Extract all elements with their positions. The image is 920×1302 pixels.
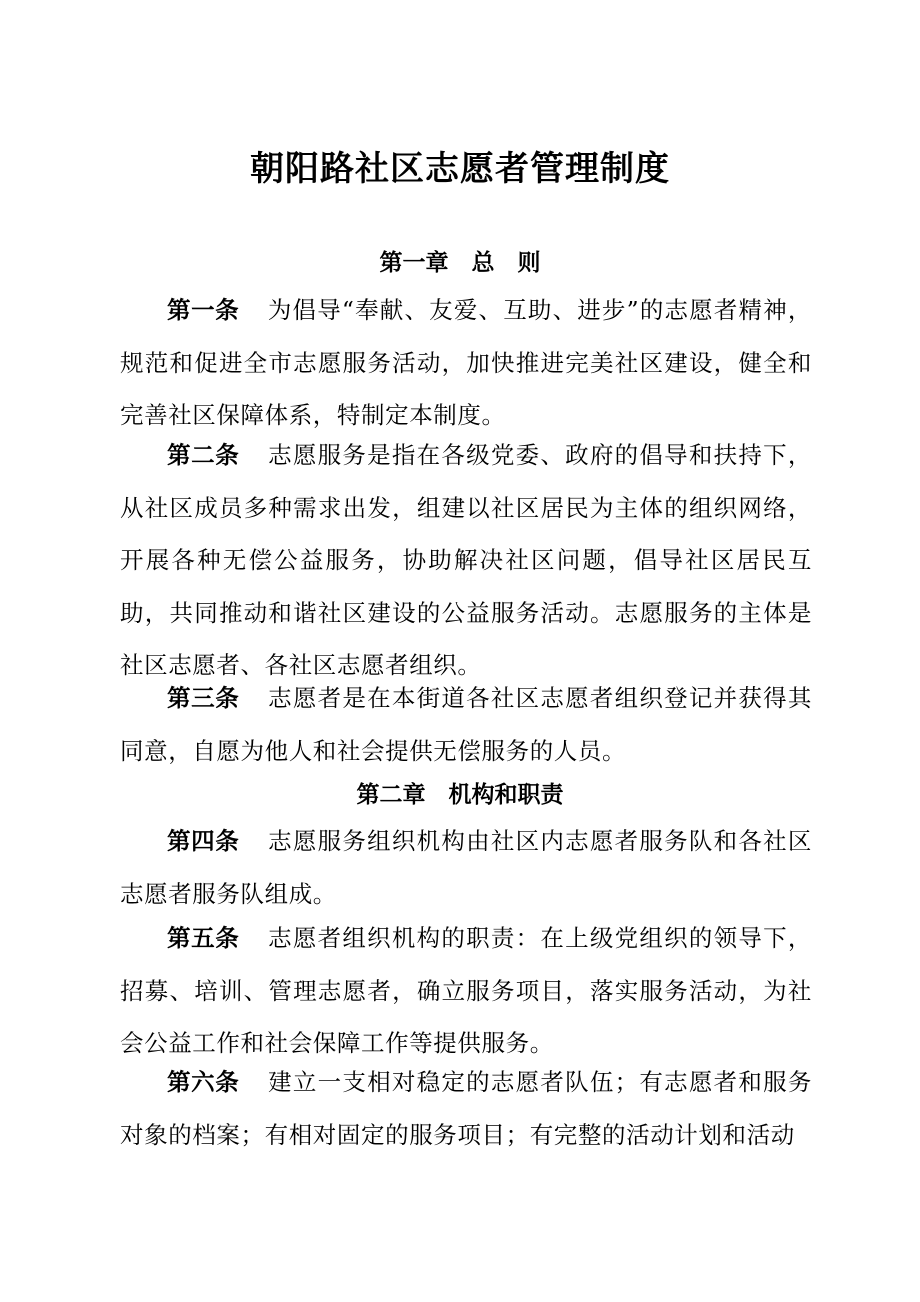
article-text: 志愿者组织机构的职责：在上级党组织的领导下，招募、培训、管理志愿者，确立服务项目，落实服务活动，为社会公益工作和社会保障工作等提供服务。 — [120, 924, 813, 1057]
chapter-2-heading: 第二章 机构和职责 — [356, 782, 564, 808]
article-text: 志愿服务是指在各级党委、政府的倡导和扶持下，从社区成员多种需求出发，组建以社区居民为主体的组织网络，开展各种无偿公益服务，协助解决社区问题，倡导社区居民互助，共同推动和谐社区建设的公益服务活动。志愿服务的主体是社区志愿者、各社区志愿者组织。 — [120, 441, 813, 679]
article-2 — [120, 429, 812, 692]
article-number: 第六条 — [167, 1068, 240, 1096]
document-title: 朝阳路社区志愿者管理制度 — [250, 149, 670, 189]
article-5 — [120, 912, 812, 1070]
article-text: 为倡导“奉献、友爱、互助、进步”的志愿者精神，规范和促进全市志愿服务活动，加快推进完美社区建设，健全和完善社区保障体系，特制定本制度。 — [120, 296, 813, 429]
article-number: 第二条 — [167, 441, 240, 469]
article-3 — [120, 672, 812, 777]
chapter-1-heading: 第一章 总 则 — [379, 250, 541, 276]
article-number: 第三条 — [167, 684, 240, 712]
article-text: 志愿者是在本街道各社区志愿者组织登记并获得其同意，自愿为他人和社会提供无偿服务的人员。 — [120, 684, 813, 765]
article-4 — [120, 815, 812, 920]
article-6 — [120, 1056, 812, 1161]
article-text: 建立一支相对稳定的志愿者队伍；有志愿者和服务对象的档案；有相对固定的服务项目；有完整的活动计划和活动 — [120, 1068, 813, 1149]
article-number: 第一条 — [167, 296, 240, 324]
article-text: 志愿服务组织机构由社区内志愿者服务队和各社区志愿者服务队组成。 — [120, 827, 813, 908]
article-number: 第五条 — [167, 924, 240, 952]
article-number: 第四条 — [167, 827, 240, 855]
article-1 — [120, 284, 812, 442]
